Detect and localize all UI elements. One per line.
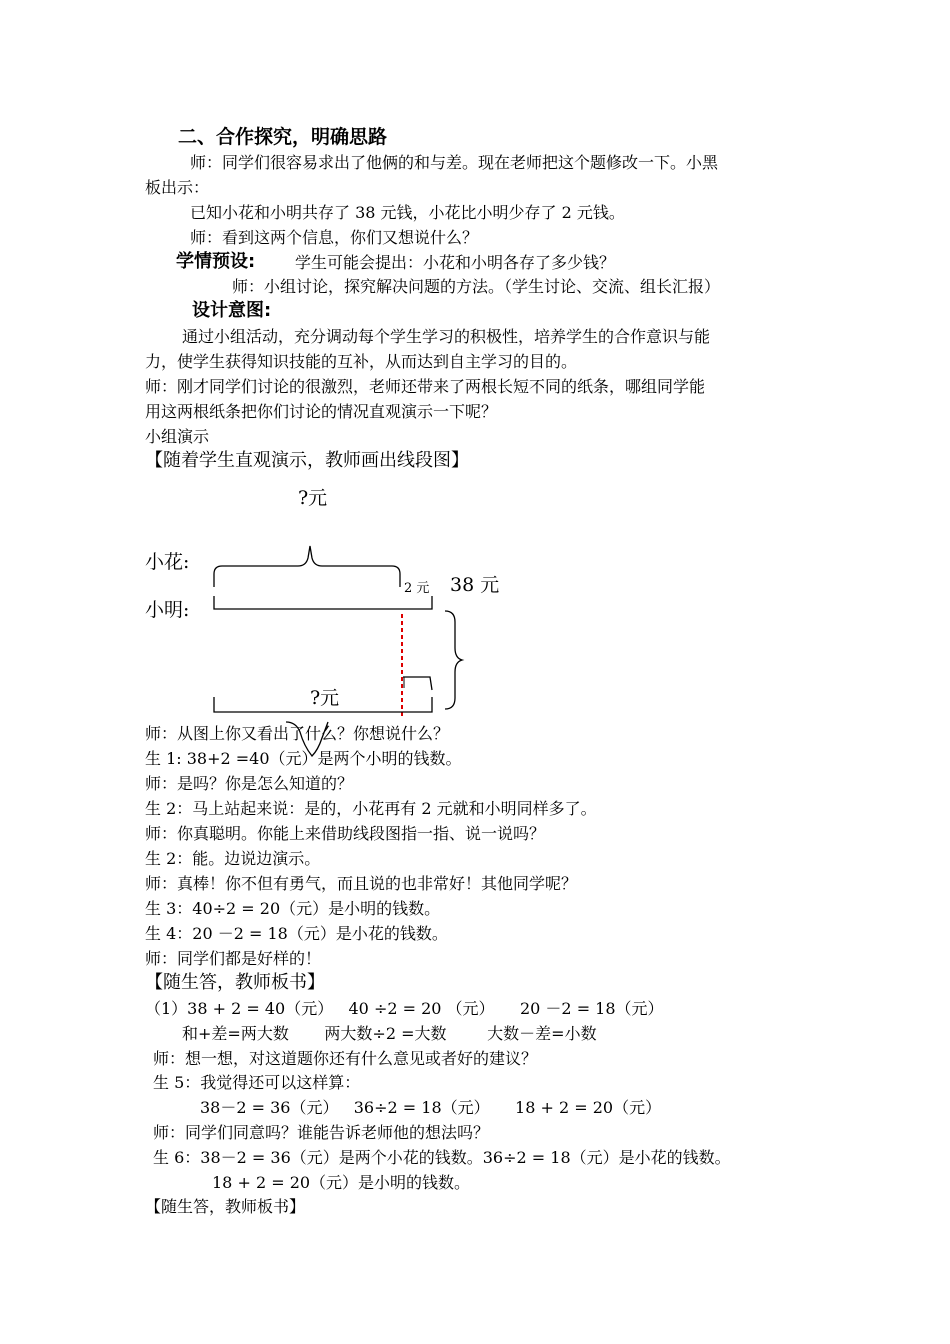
top-brace <box>214 546 400 587</box>
student-explanation: 18 + 2 = 20（元）是小明的钱数。 <box>212 1173 471 1192</box>
xiaoming-segment <box>214 596 432 609</box>
teacher-speech: 用这两根纸条把你们讨论的情况直观演示一下呢？ <box>145 402 498 421</box>
teacher-question: 师：同学们同意吗？谁能告诉老师他的想法吗？ <box>153 1123 490 1142</box>
given-condition: 已知小花和小明共存了 38 元钱，小花比小明少存了 2 元钱。 <box>190 203 625 222</box>
student-calc: 38－2 = 36（元） 36÷2 = 18（元） 18 + 2 = 20（元） <box>200 1098 662 1117</box>
paragraph-line: 师：同学们很容易求出了他俩的和与差。现在老师把这个题修改一下。小黑 <box>190 153 719 172</box>
board-rules: 和+差=两大数 两大数÷2 =大数 大数－差=小数 <box>182 1024 597 1043</box>
dialogue-line: 师：同学们都是好样的！ <box>145 949 322 968</box>
dialogue-line: 生 3：40÷2 = 20（元）是小明的钱数。 <box>145 899 441 918</box>
xiaoming-label: 小明: <box>145 599 190 621</box>
dialogue-line: 师：是吗？你是怎么知道的？ <box>145 774 354 793</box>
group-demo: 小组演示 <box>145 427 210 446</box>
student-explanation: 生 6：38－2 = 36（元）是两个小花的钱数。36÷2 = 18（元）是小花的钱数。 <box>153 1148 731 1167</box>
bracket-note: 【随着学生直观演示，教师画出线段图】 <box>145 450 469 471</box>
dialogue-line: 生 1: 38+2 =40（元）是两个小明的钱数。 <box>145 749 462 768</box>
board-equations: （1）38 + 2 = 40（元） 40 ÷2 = 20 （元） 20 －2 = 18（元） <box>145 999 664 1018</box>
teacher-question: 师：看到这两个信息，你们又想说什么？ <box>190 228 479 247</box>
design-text: 通过小组活动，充分调动每个学生学习的积极性，培养学生的合作意识与能 <box>182 327 711 346</box>
dialogue-line: 师：从图上你又看出了什么？你想说什么？ <box>145 724 450 743</box>
difference-label: 2 元 <box>404 581 430 596</box>
paragraph-line: 板出示： <box>145 178 210 197</box>
bottom-segment <box>214 697 432 712</box>
design-label: 设计意图: <box>192 300 272 321</box>
preset-label: 学情预设: <box>176 251 256 272</box>
total-brace <box>445 611 462 709</box>
dialogue-line: 生 4：20 －2 = 18（元）是小花的钱数。 <box>145 924 448 943</box>
board-title: 【随生答，教师板书】 <box>145 1197 306 1216</box>
top-unknown-label: ?元 <box>298 487 328 509</box>
teacher-question: 师：想一想，对这道题你还有什么意见或者好的建议？ <box>153 1049 538 1068</box>
xiaohua-label: 小花: <box>145 551 190 573</box>
small-bracket <box>403 677 432 690</box>
dialogue-line: 师：真棒！你不但有勇气，而且说的也非常好！其他同学呢？ <box>145 874 578 893</box>
teacher-speech: 师：刚才同学们讨论的很激烈，老师还带来了两根长短不同的纸条，哪组同学能 <box>145 377 706 396</box>
dialogue-line: 生 2：能。边说边演示。 <box>145 849 321 868</box>
student-answer: 生 5：我觉得还可以这样算： <box>153 1073 361 1092</box>
preset-text: 学生可能会提出：小花和小明各存了多少钱？ <box>295 253 616 272</box>
section-title: 二、合作探究，明确思路 <box>178 126 388 148</box>
teacher-instruction: 师：小组讨论，探究解决问题的方法。（学生讨论、交流、组长汇报） <box>232 277 721 296</box>
dialogue-line: 师：你真聪明。你能上来借助线段图指一指、说一说吗？ <box>145 824 546 843</box>
bottom-unknown-label: ?元 <box>310 687 340 709</box>
design-text: 力，使学生获得知识技能的互补，从而达到自主学习的目的。 <box>145 352 578 371</box>
total-label: 38 元 <box>450 574 500 596</box>
dialogue-line: 生 2：马上站起来说：是的，小花再有 2 元就和小明同样多了。 <box>145 799 597 818</box>
board-title: 【随生答，教师板书】 <box>145 972 325 993</box>
